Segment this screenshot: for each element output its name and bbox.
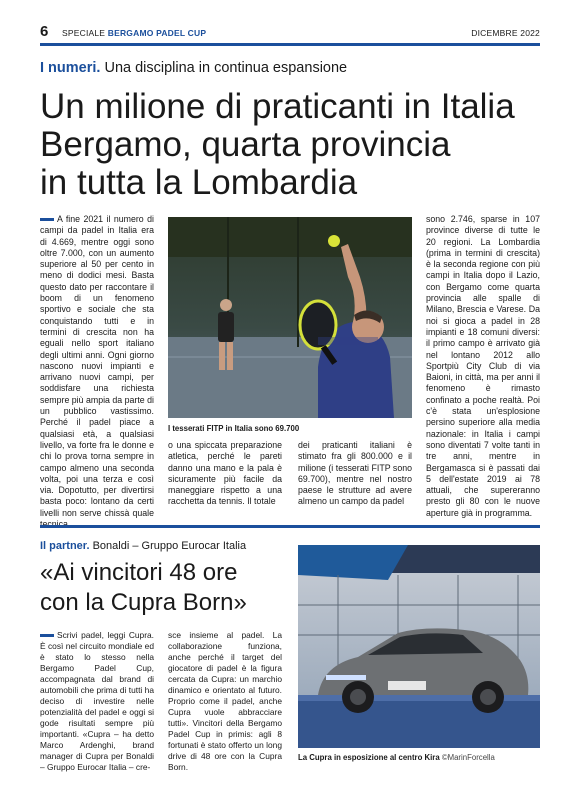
article1-column-2 (168, 440, 282, 508)
article2-headline (40, 558, 247, 618)
header-rule (40, 43, 540, 46)
article2-col1-text: Scrivi padel, leggi Cupra. È così nel circuito mondiale ed è stato lo stesso nella Bergamo Padel Cup, accompagnata dal brand di automobili che prima di tutti ha deciso di investire nelle potenzialità del padel e oggi si gode risultati sempre più importanti. «Cupra – ha detto Marco Ardenghi, brand manager di Cupra per Bonaldi – Gruppo Eurocar Italia – cre- (40, 630, 154, 772)
article2-photo-caption (298, 753, 495, 762)
article1-kicker-label: I numeri. (40, 60, 101, 76)
article1-col1-text: A fine 2021 il numero di campi da padel in Italia era di 4.669, mentre oggi sono oltre 7.000, con un aumento superiore al 50 per cento in meno di dodici mesi. Basta questo dato per raccontare il boom di un fenomeno sportivo e sociale che sta conquistando tutti e in termini di crescita non ha eguali nello sport italiano degli ultimi anni. Ogni giorno nascono nuovi impianti e arrivano nuovi campi, per soddisfare una richiesta sempre più ampia da parte di un pubblico vastissimo. Perché il padel piace a qualsiasi età, a qualsiasi livello, va forte fra le donne e chi lo prova torna sempre in campo almeno una seconda volta, poi una terza e così via. Dopotutto, per divertirsi basta poco: lontano da certi livelli non serve chissà quale (40, 214, 154, 518)
padel-player-photo (168, 217, 412, 418)
article1-col3-text: dei praticanti italiani è stimato fra gli 800.000 e il milione (i tesserati FITP sono 69.700), mentre nel nostro paese le strutture ad avere almeno un campo da padel (298, 440, 412, 507)
article1-kicker-text: Una disciplina in continua espansione (104, 60, 348, 76)
article1-column-4 (426, 214, 540, 519)
article1-headline (40, 88, 515, 202)
car-photo-image (298, 545, 540, 748)
headline-line: Un milione di praticanti in Italia (40, 87, 515, 126)
article1-column-3 (298, 440, 412, 508)
article2-col2-text: sce insieme al padel. La collaborazione funziona, anche perché il target del giocatore di padel è la figura cercata da Cupra: un marchio dinamico e orientato al futuro. Proprio come il padel, anche Cupra vuole abbracciare tutti». Vincitori della Bergamo Padel Cup in primis: agli 8 fortunati è stato offerto un long drive di 48 ore con la Cupra Born. (168, 630, 282, 772)
section-label (62, 28, 206, 38)
article2-kicker (40, 540, 246, 552)
article2-column-1 (40, 630, 154, 773)
article1-photo-caption: I tesserati FITP in Italia sono 69.700 (168, 424, 300, 433)
section-prefix: SPECIALE (62, 28, 106, 38)
article1-col2-text: o una spiccata preparazione atletica, perché le pareti danno una mano e la pala è sicuramente più facile da maneggiare rispetto a una racchetta da tennis. Il totale (168, 440, 282, 507)
headline-line: con la Cupra Born» (40, 589, 247, 616)
issue-date: DICEMBRE 2022 (471, 28, 540, 38)
article1-kicker (40, 60, 347, 76)
article2-column-2 (168, 630, 282, 773)
section-divider (40, 525, 540, 528)
section-name: BERGAMO PADEL CUP (107, 28, 207, 38)
page-number: 6 (40, 23, 49, 40)
padel-photo-image (168, 217, 412, 418)
article1-col4-text: sono 2.746, sparse in 107 province diverse di tutte le 20 regioni. La Lombardia (prima in termini di crescita) è la seconda regione con più campi in Italia dopo il Lazio, con Bergamo come quarta provincia alle spalle di Milano, Brescia e Varese. Da noi si gioca a padel in 28 impianti e 18 comuni diversi: il primo campo è arrivato già nel lontano 2012 allo Sportpiù City Club di via Baioni, in città, ma per anni il fenomeno è rimasto confinato a poche realtà. Poi c'è stata un'esplosione persino superiore alla media nazionale: in Italia i campi sono diventati 7 volte tanti in tre anni, mentre in Bergamasca si è passati dai 5 dell'estate 2019 ai 78 attuali, che supereranno presto gli 80 con le nuove aperture già in programma. (426, 214, 540, 518)
photo-credit: ©MarinForcella (441, 753, 495, 762)
article1-column-1 (40, 214, 154, 530)
headline-line: in tutta la Lombardia (40, 163, 358, 202)
caption-text: La Cupra in esposizione al centro Kira (298, 753, 440, 762)
cupra-car-photo (298, 545, 540, 748)
headline-line: «Ai vincitori 48 ore (40, 559, 238, 586)
page-header (40, 23, 540, 42)
lead-marker (40, 634, 54, 637)
article2-kicker-text: Bonaldi – Gruppo Eurocar Italia (92, 540, 247, 552)
lead-marker (40, 218, 54, 221)
article2-kicker-label: Il partner. (40, 540, 90, 552)
headline-line: Bergamo, quarta provincia (40, 125, 451, 164)
